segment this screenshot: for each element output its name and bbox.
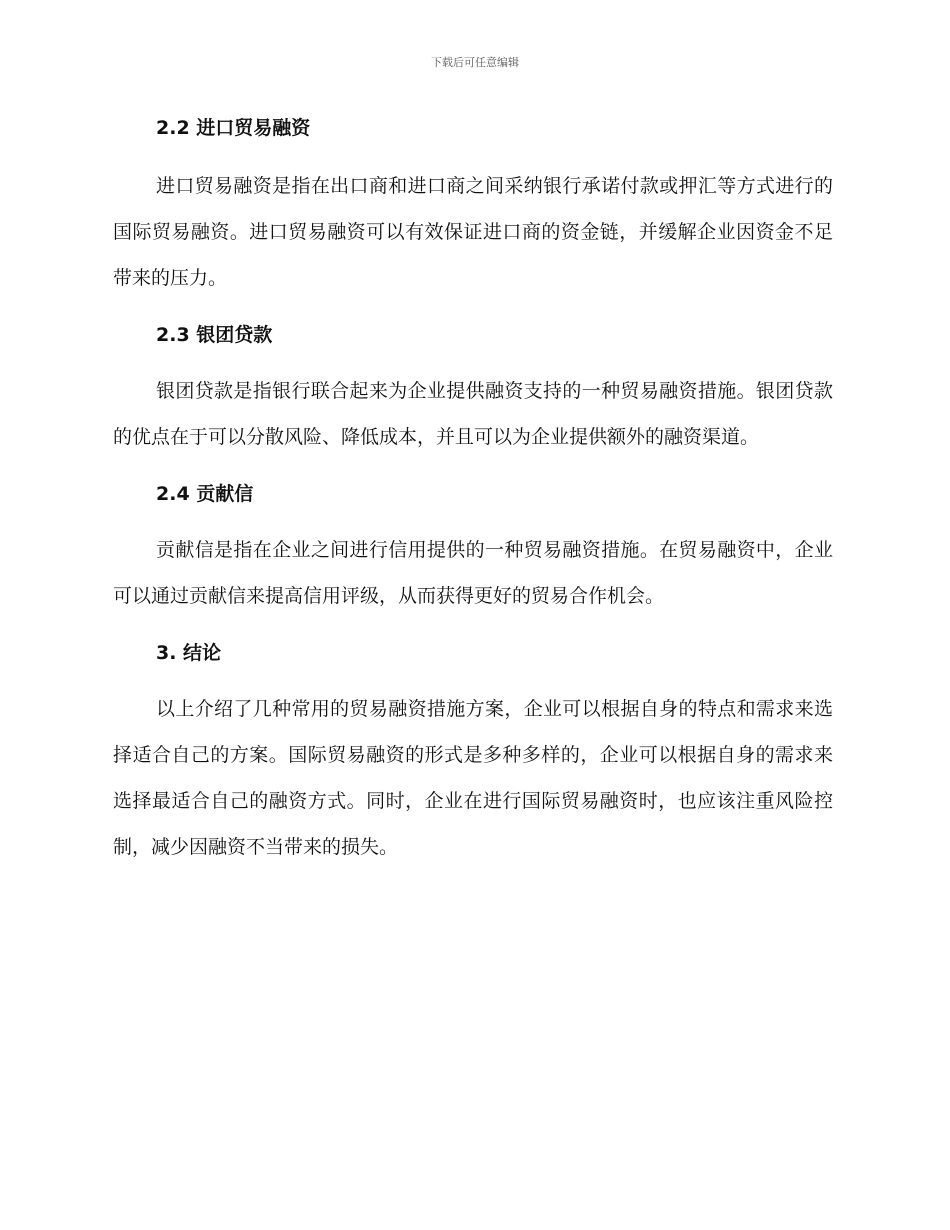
section-heading-import-trade-financing: 2.2 进口贸易融资: [156, 117, 311, 139]
section-paragraph-contribution-letter: 贡献信是指在企业之间进行信用提供的一种贸易融资措施。在贸易融资中，企业可以通过贡献信来提高信用评级，从而获得更好的贸易合作机会。: [113, 539, 833, 607]
section-paragraph-syndicated-loan: 银团贷款是指银行联合起来为企业提供融资支持的一种贸易融资措施。银团贷款的优点在于可以分散风险、降低成本，并且可以为企业提供额外的融资渠道。: [113, 380, 833, 448]
section-paragraph-import-trade-financing: 进口贸易融资是指在出口商和进口商之间采纳银行承诺付款或押汇等方式进行的国际贸易融资。进口贸易融资可以有效保证进口商的资金链，并缓解企业因资金不足带来的压力。: [113, 175, 833, 289]
section-heading-conclusion: 3. 结论: [156, 642, 222, 664]
document-body: [113, 110, 833, 870]
section-heading-contribution-letter: 2.4 贡献信: [156, 483, 254, 505]
section-heading-syndicated-loan: 2.3 银团贷款: [156, 324, 273, 346]
page-header: 下载后可任意编辑: [431, 56, 519, 69]
section-paragraph-conclusion: 以上介绍了几种常用的贸易融资措施方案，企业可以根据自身的特点和需求来选择适合自己的方案。国际贸易融资的形式是多种多样的，企业可以根据自身的需求来选择最适合自己的融资方式。同时，企业在进行国际贸易融资时，也应该注重风险控制，减少因融资不当带来的损失。: [113, 698, 833, 858]
